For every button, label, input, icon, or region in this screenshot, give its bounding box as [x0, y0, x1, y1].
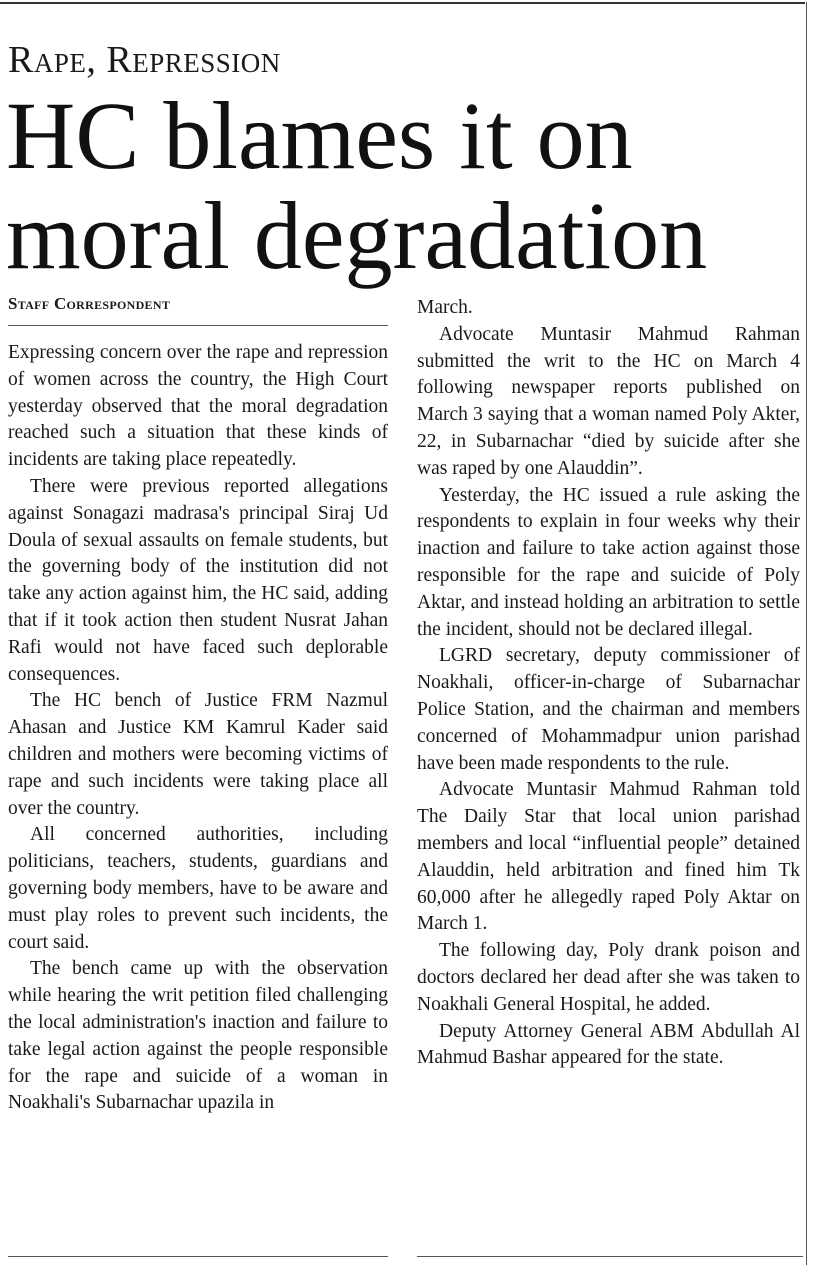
paragraph: Advocate Muntasir Mahmud Rahman submitted the writ to the HC on March 4 following newspaper reports published on March 3 saying that a woman named Poly Akter, 22, in Subarnachar “died by suicide after she was raped by one Alauddin”. [417, 323, 800, 479]
paragraph: Expressing concern over the rape and repression of women across the country, the High Court yesterday observed that the moral degradation reached such a situation that these kinds of incidents are taking place repeatedly. [8, 342, 388, 471]
paragraph: There were previous reported allegations against Sonagazi madrasa's principal Siraj Ud Doula of sexual assaults on female students, but the governing body of the institution did not take any action against him, the HC said, adding that if it took action then student Nusrat Jahan Rafi would not have faced such deplorable consequences. [8, 475, 388, 685]
article-column-left [8, 340, 388, 1117]
paragraph: Advocate Muntasir Mahmud Rahman told The Daily Star that local union parishad members and local “influential people” detained Alauddin, held arbitration and fined him Tk 60,000 after he allegedly raped Poly Aktar on March 1. [417, 779, 800, 935]
bottom-rule-left [8, 1256, 388, 1257]
paragraph: The HC bench of Justice FRM Nazmul Ahasan and Justice KM Kamrul Kader said children and mothers were becoming victims of rape and such incidents were taking place all over the country. [8, 690, 388, 819]
paragraph: March. [417, 297, 473, 318]
paragraph: All concerned authorities, including politicians, teachers, students, guardians and governing body members, have to be aware and must play roles to prevent such incidents, the court said. [8, 824, 388, 953]
paragraph: The following day, Poly drank poison and doctors declared her dead after she was taken to Noakhali General Hospital, he added. [417, 940, 800, 1015]
page-edge-rule [806, 2, 807, 1265]
top-rule [0, 2, 805, 4]
headline-line-1: HC blames it on [6, 82, 633, 189]
paragraph: The bench came up with the observation while hearing the writ petition filed challenging the local administration's inaction and failure to take legal action against the people responsible for the rape and suicide of a woman in Noakhali's Subarnachar upazila in [8, 958, 388, 1114]
bottom-rule-right [417, 1256, 803, 1257]
headline-line-2: moral degradation [6, 182, 708, 289]
kicker: Rape, Repression [8, 39, 281, 81]
paragraph: Deputy Attorney General ABM Abdullah Al Mahmud Bashar appeared for the state. [417, 1020, 800, 1069]
headline [6, 82, 806, 289]
byline-rule [8, 325, 388, 326]
paragraph: Yesterday, the HC issued a rule asking the respondents to explain in four weeks why their inaction and failure to take action against those responsible for the rape and suicide of Poly Aktar, and instead holding an arbitration to settle the incident, should not be declared illegal. [417, 484, 800, 640]
article-column-right [417, 295, 800, 1072]
paragraph: LGRD secretary, deputy commissioner of Noakhali, officer-in-charge of Subarnachar Police Station, and the chairman and members concerned of Mohammadpur union parishad have been made respondents to the rule. [417, 645, 800, 774]
byline: Staff Correspondent [8, 294, 171, 313]
